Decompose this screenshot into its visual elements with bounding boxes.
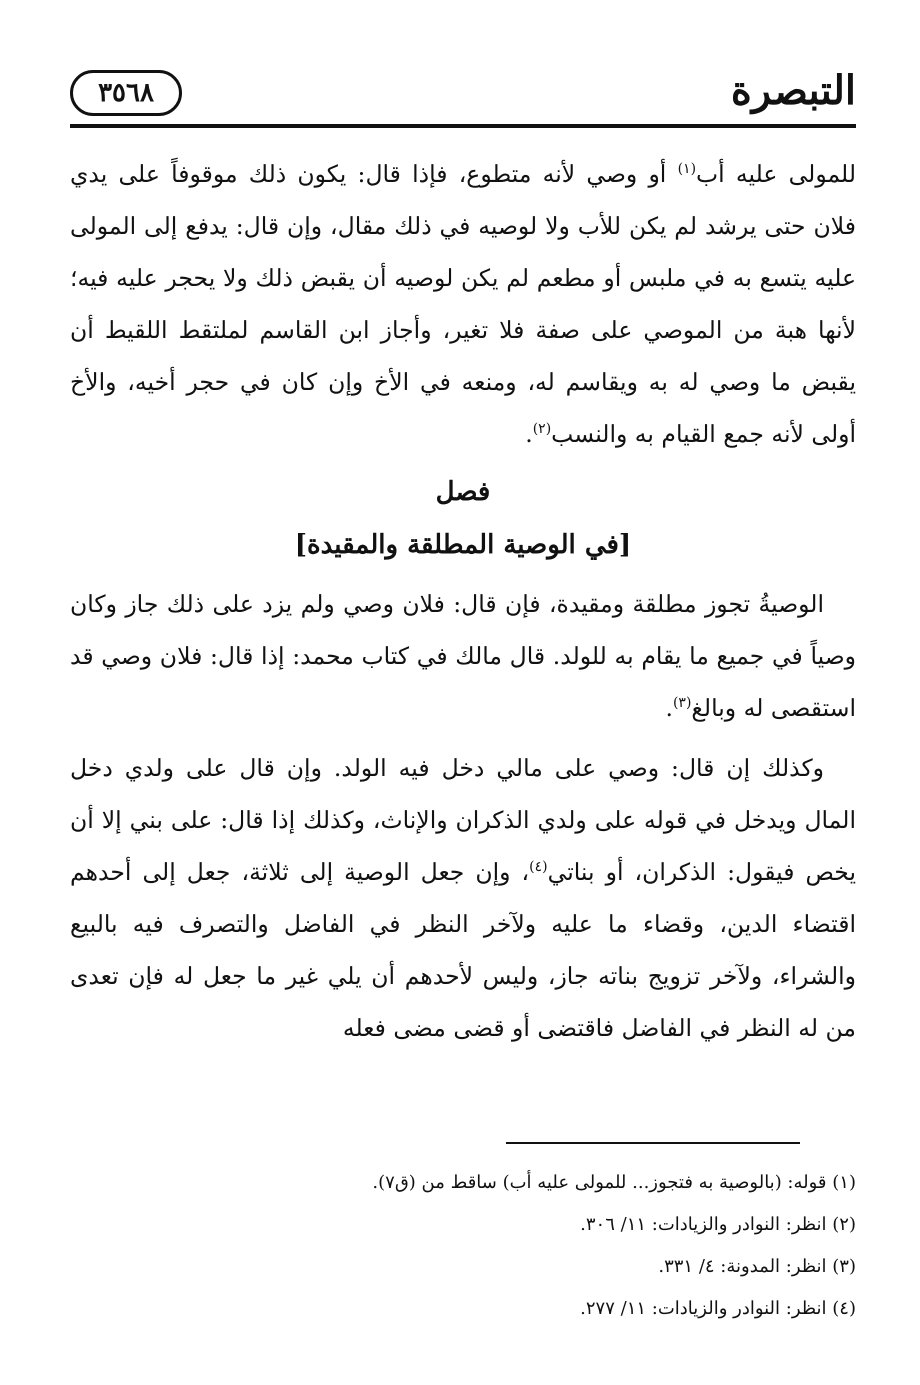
main-text <box>70 148 856 1054</box>
paragraph-3 <box>70 742 856 1054</box>
page-header <box>70 60 856 126</box>
section-heading: فصل <box>435 477 491 507</box>
footnote-ref-3: (٣) <box>672 695 692 712</box>
section-subheading: [في الوصية المطلقة والمقيدة] <box>294 530 632 560</box>
footnote-3: (٣) انظر: المدونة: ٤/ ٣٣١. <box>658 1256 856 1277</box>
header-divider <box>70 124 856 128</box>
paragraph-1-end: . <box>525 420 533 448</box>
book-title: التبصرة <box>730 66 856 114</box>
paragraph-2 <box>70 578 856 734</box>
paragraph-2-text: الوصيةُ تجوز مطلقة ومقيدة، فإن قال: فلان وصي ولم يزد على ذلك جاز وكان وصياً في جميع ما يقام به للولد. قال مالك في كتاب محمد: إذا قال: فلان وصي قد استقصى له وبالغ <box>70 590 856 722</box>
paragraph-2-end: . <box>665 694 673 722</box>
footnote-divider <box>506 1142 800 1144</box>
paragraph-1 <box>70 148 856 460</box>
footnote-1: (١) قوله: (بالوصية به فتجوز... للمولى عليه أب) ساقط من (ق٧). <box>372 1172 856 1193</box>
paragraph-1-text-b: أو وصي لأنه متطوع، فإذا قال: يكون ذلك موقوفاً على يدي فلان حتى يرشد لم يكن للأب ولا لوصيه في ذلك مقال، وإن قال: يدفع إلى المولى عليه يتسع به في ملبس أو مطعم لم يكن لوصيه أن يقبض ذلك ولا يحجر عليه فيه؛ لأنها هبة من الموصي على صفة فلا تغير، وأجاز ابن القاسم لملتقط اللقيط أن يقبض ما وصي له به ويقاسم له، ومنعه في الأخ وإن كان في حجر أخيه، والأخ أولى لأنه جمع القيام به والنسب <box>70 160 856 448</box>
footnotes <box>70 1162 856 1330</box>
page-number: ٣٥٦٨ <box>70 70 182 116</box>
paragraph-3-text-b: ، وإن جعل الوصية إلى ثلاثة، جعل إلى أحدهم اقتضاء الدين، وقضاء ما عليه ولآخر النظر في الفاضل والتصرف فيه بالبيع والشراء، ولآخر تزويج بناته جاز، وليس لأحدهم أن يلي غير ما جعل له فإن تعدى من له النظر في الفاضل فاقتضى أو قضى مضى فعله <box>70 858 856 1042</box>
paragraph-3-text-a: وكذلك إن قال: وصي على مالي دخل فيه الولد. وإن قال على ولدي دخل المال ويدخل في قوله على ولدي الذكران والإناث، وكذلك إذا قال: على بني إلا أن يخص فيقول: الذكران، أو بناتي <box>70 754 856 886</box>
footnote-2: (٢) انظر: النوادر والزيادات: ١١/ ٣٠٦. <box>580 1214 856 1235</box>
paragraph-1-text-a: للمولى عليه أب <box>696 160 856 188</box>
footnote-ref-2: (٢) <box>532 421 552 438</box>
footnote-ref-1: (١) <box>677 161 697 178</box>
footnote-4: (٤) انظر: النوادر والزيادات: ١١/ ٢٧٧. <box>580 1298 856 1319</box>
footnote-ref-4: (٤) <box>529 859 548 876</box>
